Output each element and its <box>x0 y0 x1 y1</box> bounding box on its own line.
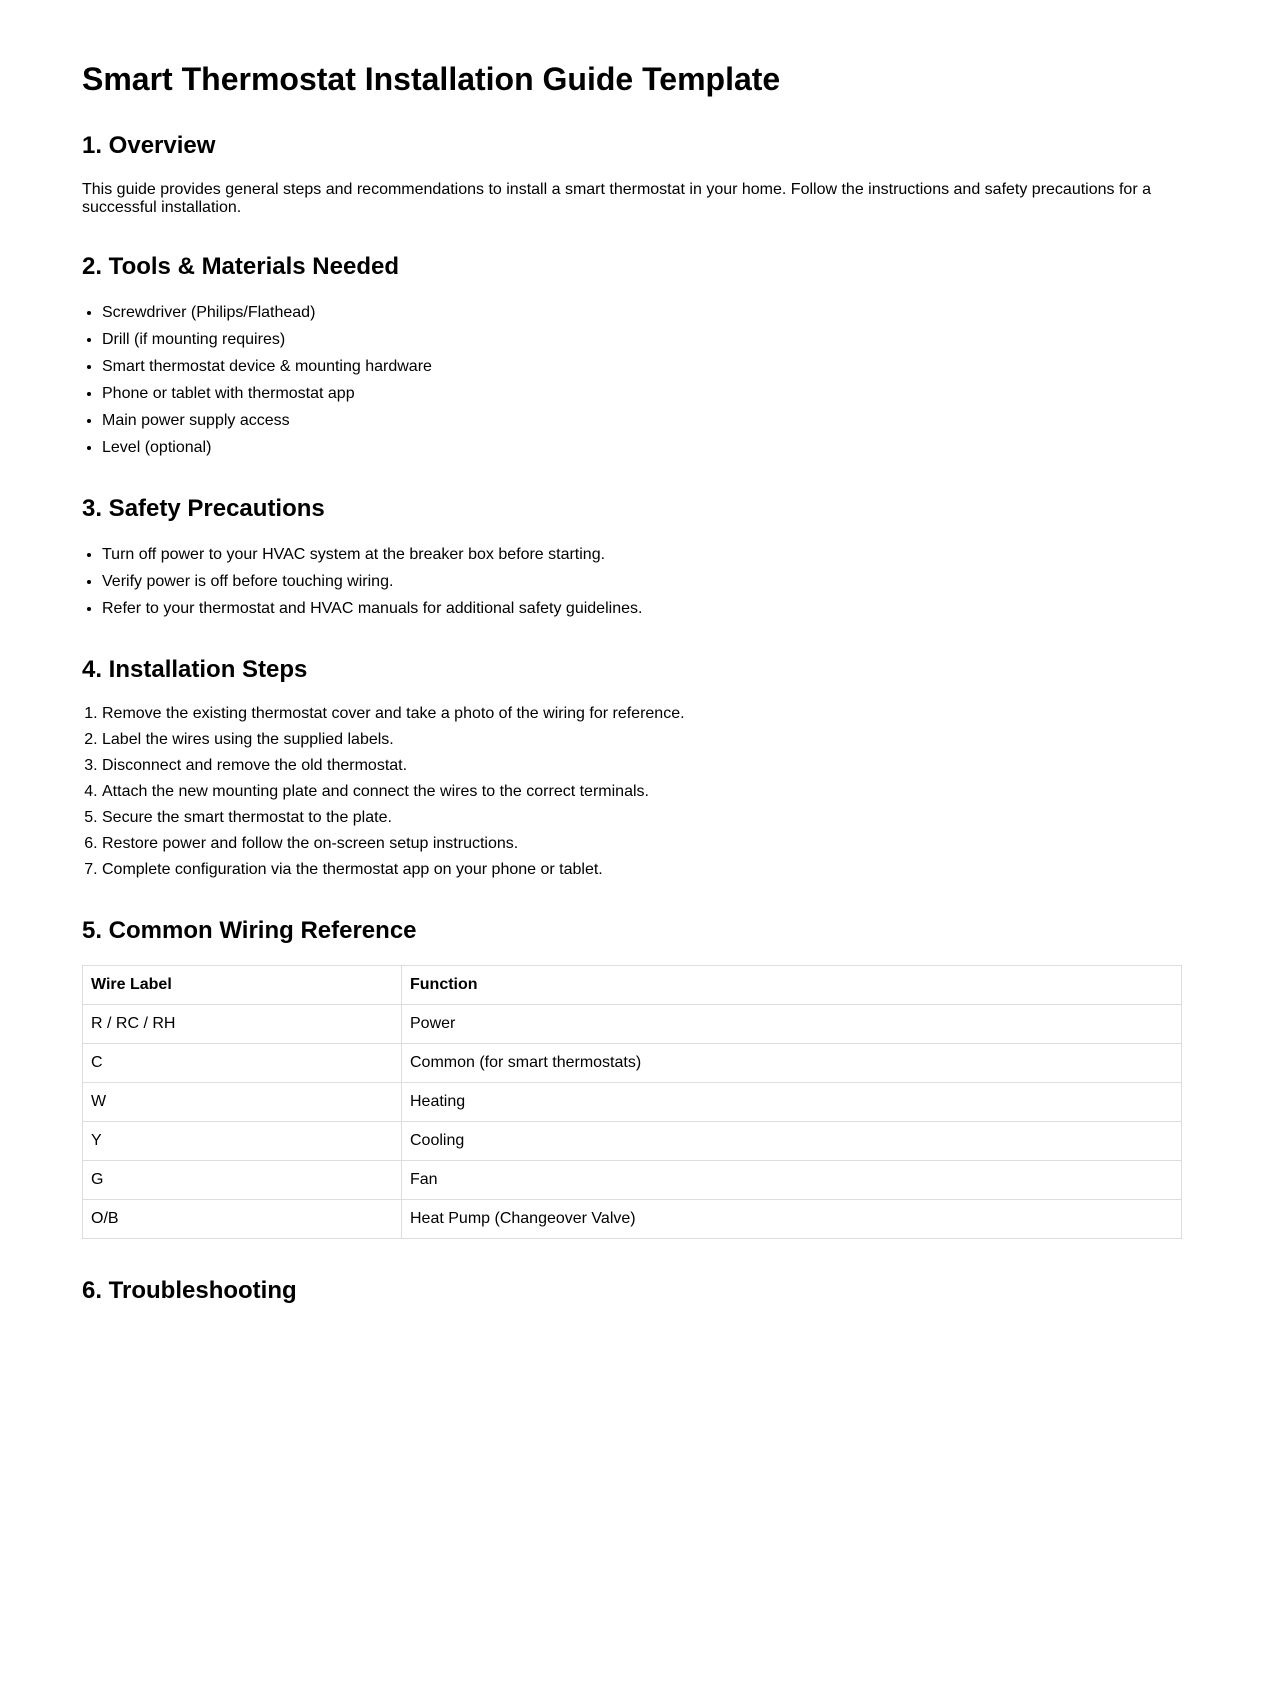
list-item: 5. Secure the smart thermostat to the plate. <box>102 805 1182 831</box>
function-cell: Power <box>402 1004 1182 1043</box>
list-item: • Refer to your thermostat and HVAC manuals for additional safety guidelines. <box>102 595 1182 622</box>
wire-label-cell: O/B <box>83 1199 402 1238</box>
function-cell: Cooling <box>402 1121 1182 1160</box>
safety-list <box>82 541 1182 622</box>
list-item: 4. Attach the new mounting plate and connect the wires to the correct terminals. <box>102 779 1182 805</box>
section-heading-troubleshooting: 6. Troubleshooting <box>82 1276 297 1304</box>
section-heading-overview: 1. Overview <box>82 131 216 159</box>
column-header-wire-label: Wire Label <box>83 965 402 1004</box>
table-header-row <box>83 965 1182 1004</box>
table-row <box>83 1160 1182 1199</box>
steps-list <box>82 701 1182 883</box>
list-item: • Level (optional) <box>102 434 1182 461</box>
wire-label-cell: Y <box>83 1121 402 1160</box>
section-troubleshooting <box>82 1277 1182 1305</box>
list-item: 3. Disconnect and remove the old thermostat. <box>102 753 1182 779</box>
list-item: • Drill (if mounting requires) <box>102 326 1182 353</box>
section-overview <box>82 132 1182 218</box>
section-heading-steps: 4. Installation Steps <box>82 655 308 683</box>
wire-label-cell: W <box>83 1082 402 1121</box>
wiring-table <box>82 965 1182 1239</box>
list-item: 2. Label the wires using the supplied labels. <box>102 727 1182 753</box>
section-heading-tools: 2. Tools & Materials Needed <box>82 253 399 281</box>
list-item: 7. Complete configuration via the thermostat app on your phone or tablet. <box>102 857 1182 883</box>
section-heading-safety: 3. Safety Precautions <box>82 494 325 522</box>
column-header-function: Function <box>402 965 1182 1004</box>
list-item: 1. Remove the existing thermostat cover and take a photo of the wiring for reference. <box>102 701 1182 727</box>
overview-text: This guide provides general steps and recommendations to install a smart thermostat in your home. Follow the instructions and safety precautions for a successful installation. <box>82 181 1151 217</box>
table-row <box>83 1043 1182 1082</box>
function-cell: Common (for smart thermostats) <box>402 1043 1182 1082</box>
list-item: • Turn off power to your HVAC system at the breaker box before starting. <box>102 541 1182 568</box>
list-item: 6. Restore power and follow the on-screen setup instructions. <box>102 831 1182 857</box>
wire-label-cell: G <box>83 1160 402 1199</box>
function-cell: Heat Pump (Changeover Valve) <box>402 1199 1182 1238</box>
table-row <box>83 1199 1182 1238</box>
wire-label-cell: R / RC / RH <box>83 1004 402 1043</box>
wire-label-cell: C <box>83 1043 402 1082</box>
section-heading-wiring: 5. Common Wiring Reference <box>82 917 417 945</box>
tools-list <box>82 299 1182 461</box>
section-installation-steps <box>82 656 1182 884</box>
table-row <box>83 1121 1182 1160</box>
table-row <box>83 1004 1182 1043</box>
list-item: • Screwdriver (Philips/Flathead) <box>102 299 1182 326</box>
page-title: Smart Thermostat Installation Guide Template <box>82 61 781 97</box>
section-safety <box>82 495 1182 622</box>
function-cell: Fan <box>402 1160 1182 1199</box>
section-tools <box>82 253 1182 461</box>
list-item: • Verify power is off before touching wiring. <box>102 568 1182 595</box>
list-item: • Smart thermostat device & mounting hardware <box>102 353 1182 380</box>
list-item: • Phone or tablet with thermostat app <box>102 380 1182 407</box>
function-cell: Heating <box>402 1082 1182 1121</box>
list-item: • Main power supply access <box>102 407 1182 434</box>
section-wiring-reference <box>82 917 1182 1239</box>
table-row <box>83 1082 1182 1121</box>
